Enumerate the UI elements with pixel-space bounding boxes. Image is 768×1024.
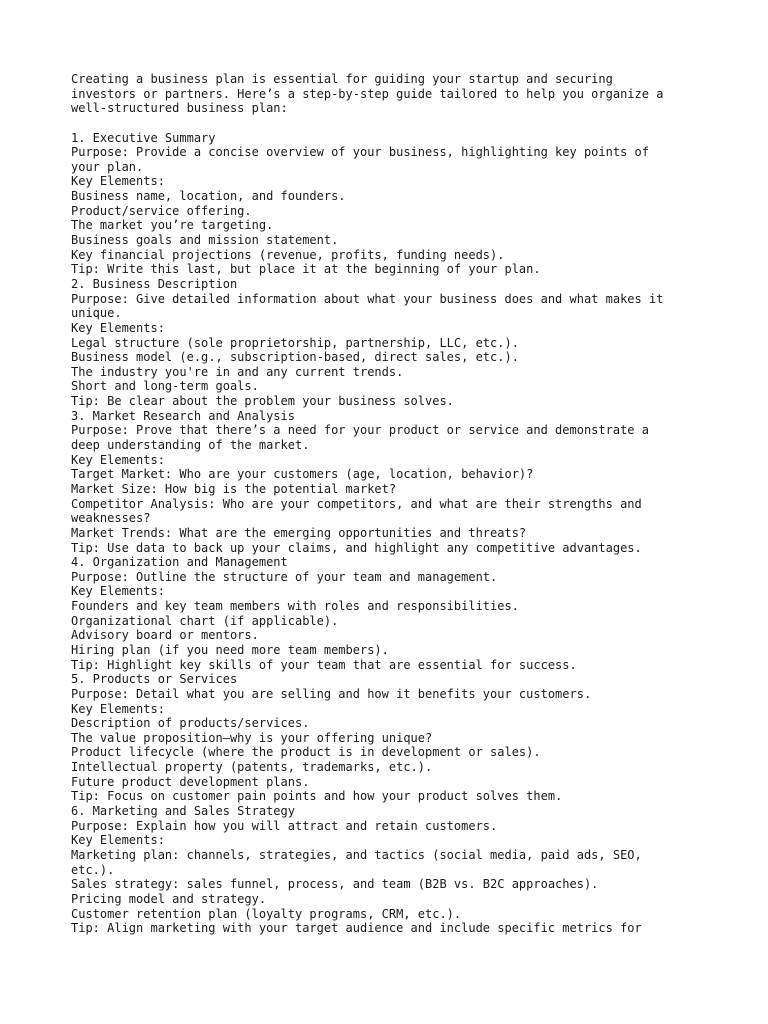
text-line: Key financial projections (revenue, profits, funding needs). (71, 247, 505, 262)
text-line: Tip: Write this last, but place it at the beginning of your plan. (71, 262, 541, 277)
text-line: Description of products/services. (71, 716, 310, 731)
text-line: Advisory board or mentors. (71, 628, 259, 643)
text-line: Purpose: Give detailed information about what your business does and what makes it (71, 291, 664, 306)
text-line: Future product development plans. (71, 774, 310, 789)
text-line: Pricing model and strategy. (71, 891, 267, 906)
text-line: The industry you're in and any current trends. (71, 364, 404, 379)
text-line: Sales strategy: sales funnel, process, and team (B2B vs. B2C approaches). (71, 877, 599, 892)
text-line: your plan. (71, 159, 144, 174)
text-line: investors or partners. Here’s a step-by-step guide tailored to help you organize a (71, 86, 664, 101)
text-line: etc.). (71, 862, 115, 877)
text-line: Key Elements: (71, 584, 165, 599)
text-line: Organizational chart (if applicable). (71, 613, 339, 628)
text-line: Purpose: Prove that there’s a need for your product or service and demonstrate a (71, 423, 649, 438)
text-line: Tip: Align marketing with your target audience and include specific metrics for (71, 921, 642, 936)
text-line: Tip: Be clear about the problem your business solves. (71, 394, 454, 409)
text-line: Business model (e.g., subscription-based, direct sales, etc.). (71, 350, 519, 365)
text-line: Creating a business plan is essential for guiding your startup and securing (71, 72, 613, 86)
text-line: Hiring plan (if you need more team members). (71, 642, 389, 657)
text-line: Short and long-term goals. (71, 379, 259, 394)
text-line: unique. (71, 306, 122, 321)
text-line: Key Elements: (71, 701, 165, 716)
text-line: well-structured business plan: (71, 101, 288, 116)
text-line: Tip: Use data to back up your claims, and highlight any competitive advantages. (71, 540, 642, 555)
text-line: 5. Products or Services (71, 672, 238, 687)
text-line: Tip: Highlight key skills of your team that are essential for success. (71, 657, 577, 672)
text-line: Key Elements: (71, 320, 165, 335)
text-line: Tip: Focus on customer pain points and how your product solves them. (71, 789, 563, 804)
text-line: Key Elements: (71, 174, 165, 189)
text-line: Purpose: Outline the structure of your team and management. (71, 569, 498, 584)
text-line: 4. Organization and Management (71, 555, 288, 570)
text-line: Founders and key team members with roles and responsibilities. (71, 599, 519, 614)
blank-line (71, 116, 701, 131)
text-line: Purpose: Provide a concise overview of your business, highlighting key points of (71, 145, 649, 160)
text-line: Purpose: Detail what you are selling and how it benefits your customers. (71, 686, 592, 701)
text-line: Business goals and mission statement. (71, 233, 339, 248)
text-line: Key Elements: (71, 452, 165, 467)
text-line: Market Size: How big is the potential market? (71, 481, 397, 496)
text-line: Customer retention plan (loyalty programs, CRM, etc.). (71, 906, 462, 921)
text-line: Product lifecycle (where the product is in development or sales). (71, 745, 541, 760)
text-line: weaknesses? (71, 511, 151, 526)
text-line: The value proposition—why is your offering unique? (71, 730, 433, 745)
text-line: 3. Market Research and Analysis (71, 408, 295, 423)
text-line: Target Market: Who are your customers (age, location, behavior)? (71, 467, 534, 482)
text-line: deep understanding of the market. (71, 438, 310, 453)
text-line: Market Trends: What are the emerging opportunities and threats? (71, 525, 527, 540)
document-body (71, 72, 701, 936)
text-line: 2. Business Description (71, 276, 238, 291)
text-line: Purpose: Explain how you will attract and retain customers. (71, 818, 498, 833)
text-line: Legal structure (sole proprietorship, partnership, LLC, etc.). (71, 335, 519, 350)
text-line: 6. Marketing and Sales Strategy (71, 804, 295, 819)
text-line: Intellectual property (patents, trademarks, etc.). (71, 760, 433, 775)
text-line: The market you’re targeting. (71, 218, 274, 233)
text-line: Product/service offering. (71, 203, 252, 218)
text-line: 1. Executive Summary (71, 130, 216, 145)
text-line: Business name, location, and founders. (71, 189, 346, 204)
text-line: Marketing plan: channels, strategies, and tactics (social media, paid ads, SEO, (71, 847, 642, 862)
text-line: Key Elements: (71, 833, 165, 848)
text-line: Competitor Analysis: Who are your competitors, and what are their strengths and (71, 496, 642, 511)
